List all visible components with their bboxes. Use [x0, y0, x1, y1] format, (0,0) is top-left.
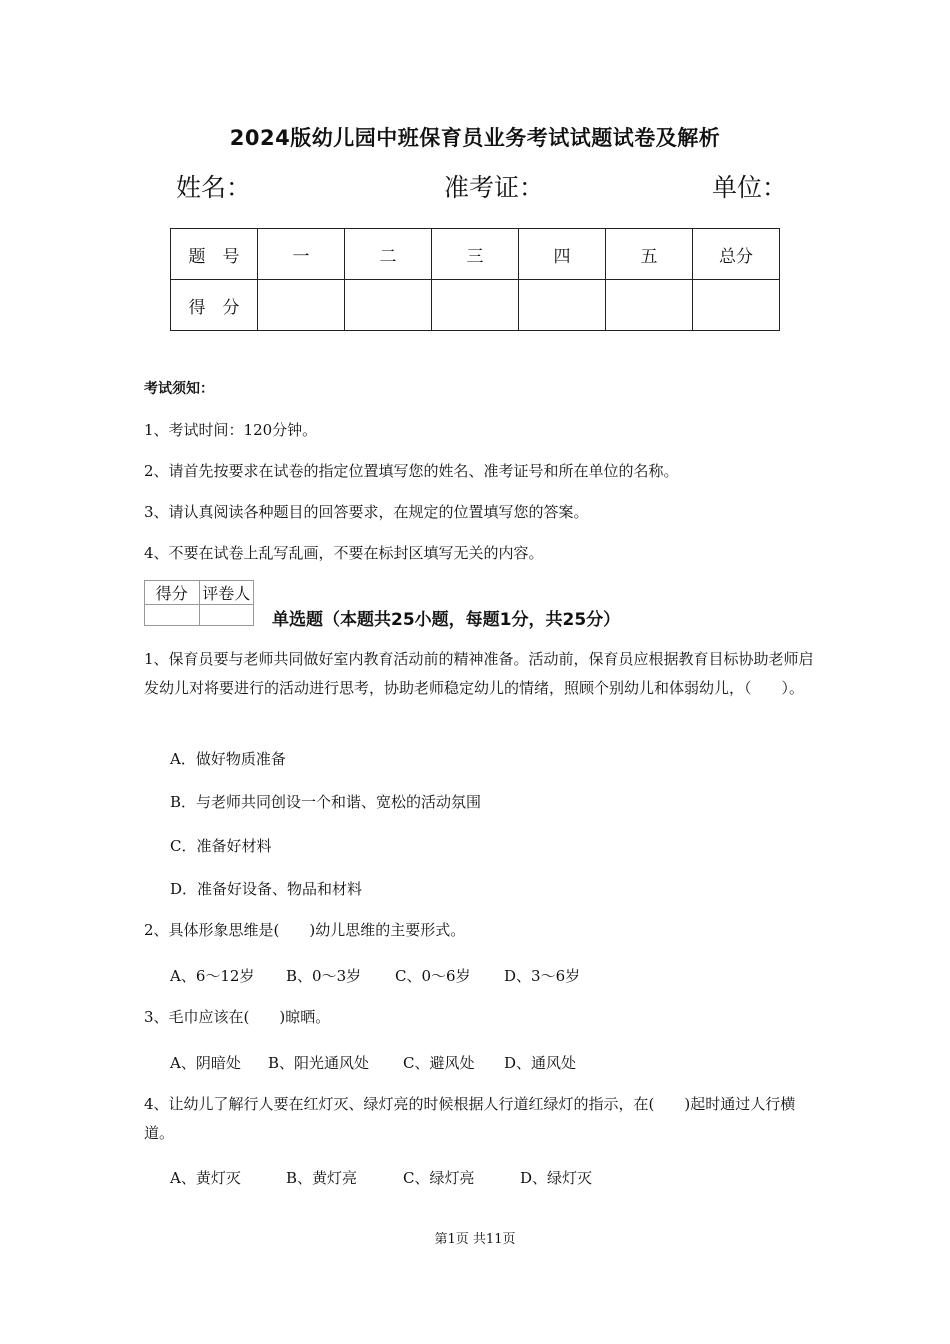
score-cell — [258, 280, 345, 331]
score-cell — [693, 280, 780, 331]
score-header-cell: 三 — [432, 229, 519, 280]
answer-option: D．准备好设备、物品和材料 — [170, 880, 363, 898]
unit-label: 单位： — [712, 173, 788, 202]
score-header-cell: 一 — [258, 229, 345, 280]
answer-option: B．与老师共同创设一个和谐、宽松的活动氛围 — [170, 793, 482, 811]
grader-score-label: 得分 — [145, 581, 200, 605]
question-text: 3、毛巾应该在( )晾晒。 — [144, 1008, 331, 1026]
answer-option: C、绿灯亮 — [403, 1169, 475, 1187]
answer-option: D、绿灯灭 — [520, 1169, 593, 1187]
answer-option: C．准备好材料 — [170, 837, 272, 855]
score-table — [170, 228, 780, 331]
page-footer: 第1页 共11页 — [434, 1232, 516, 1247]
grader-box — [144, 580, 254, 626]
answer-option: B、黄灯亮 — [286, 1169, 358, 1187]
score-header-cell: 五 — [606, 229, 693, 280]
answer-option: A．做好物质准备 — [170, 750, 286, 768]
grader-reviewer-cell — [199, 605, 254, 626]
notice-item: 4、不要在试卷上乱写乱画，不要在标封区填写无关的内容。 — [144, 544, 544, 562]
grader-reviewer-label: 评卷人 — [199, 581, 254, 605]
score-cell — [519, 280, 606, 331]
score-cell — [606, 280, 693, 331]
answer-option: B、0～3岁 — [286, 967, 362, 985]
answer-option: D、3～6岁 — [504, 967, 581, 985]
notice-item: 1、考试时间：120分钟。 — [144, 421, 318, 439]
score-header-cell: 四 — [519, 229, 606, 280]
answer-option: A、黄灯灭 — [170, 1169, 241, 1187]
score-header-cell: 总分 — [693, 229, 780, 280]
question-text: 2、具体形象思维是( )幼儿思维的主要形式。 — [144, 921, 466, 939]
answer-option: C、避风处 — [403, 1054, 475, 1072]
answer-option: C、0～6岁 — [395, 967, 471, 985]
name-label: 姓名： — [176, 173, 252, 202]
answer-option: A、阴暗处 — [170, 1054, 241, 1072]
exam-id-label: 准考证： — [444, 173, 545, 202]
answer-option: B、阳光通风处 — [268, 1054, 370, 1072]
document-title: 2024版幼儿园中班保育员业务考试试题试卷及解析 — [229, 126, 721, 150]
score-cell — [432, 280, 519, 331]
question-text: 4、让幼儿了解行人要在红灯灭、绿灯亮的时候根据人行道红绿灯的指示，在( )起时通过人行横道。 — [144, 1095, 796, 1142]
score-table-header-row — [171, 229, 780, 280]
answer-option: A、6～12岁 — [170, 967, 255, 985]
question-text: 1、保育员要与老师共同做好室内教育活动前的精神准备。活动前，保育员应根据教育目标协助老师启发幼儿对将要进行的活动进行思考，协助老师稳定幼儿的情绪，照顾个别幼儿和体弱幼儿，（ ）。 — [144, 650, 814, 697]
notice-item: 3、请认真阅读各种题目的回答要求，在规定的位置填写您的答案。 — [144, 503, 589, 521]
score-header-cell: 二 — [345, 229, 432, 280]
section-heading: 单选题（本题共25小题，每题1分，共25分） — [272, 610, 621, 630]
score-cell — [345, 280, 432, 331]
score-table-score-row — [171, 280, 780, 331]
score-header-cell: 题 号 — [171, 229, 258, 280]
notice-item: 2、请首先按要求在试卷的指定位置填写您的姓名、准考证号和所在单位的名称。 — [144, 462, 679, 480]
answer-option: D、通风处 — [504, 1054, 577, 1072]
grader-score-cell — [145, 605, 200, 626]
score-row-label: 得 分 — [171, 280, 258, 331]
notice-heading: 考试须知： — [144, 381, 214, 397]
